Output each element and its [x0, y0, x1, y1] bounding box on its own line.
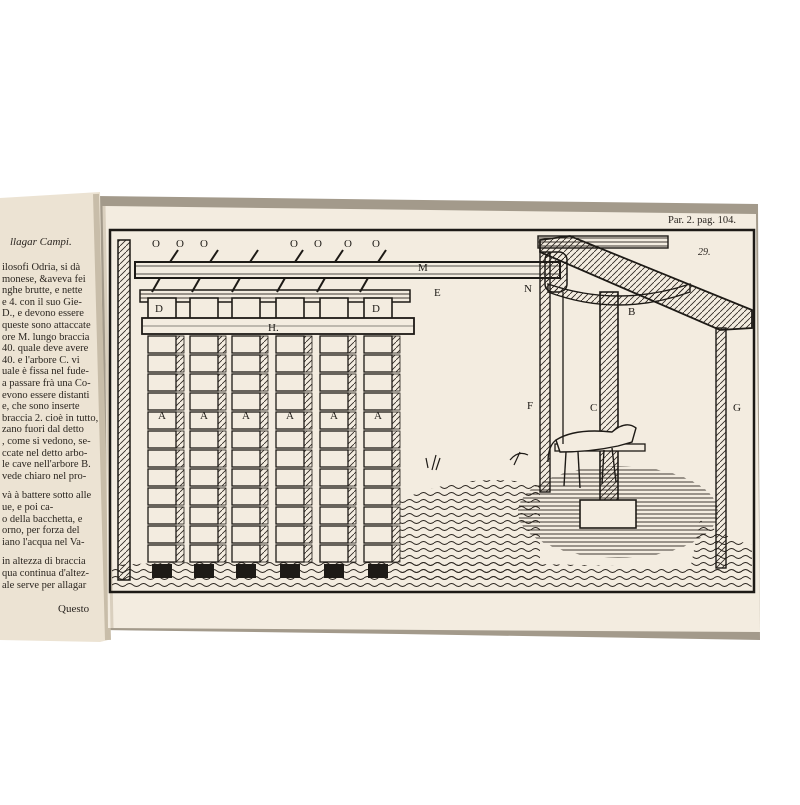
pump-block — [364, 393, 392, 410]
pump-block — [190, 450, 218, 467]
pump-block — [364, 431, 392, 448]
pump-block-shadow — [176, 488, 184, 505]
left-text-line: ccate nel detto arbo- — [2, 447, 88, 459]
pump-block — [190, 545, 218, 562]
pump-block — [232, 545, 260, 562]
pump-block — [276, 393, 304, 410]
pump-block — [364, 450, 392, 467]
pump-block-shadow — [176, 507, 184, 524]
left-text-line: evono essere distanti — [2, 389, 90, 401]
pump-block — [276, 507, 304, 524]
label-B: B — [628, 306, 636, 318]
pump-block-shadow — [304, 431, 312, 448]
left-text-line: qua continua d'altez- — [2, 568, 90, 579]
pump-block-shadow — [176, 431, 184, 448]
pump-block — [320, 507, 348, 524]
pump-block — [364, 488, 392, 505]
pump-block-shadow — [176, 393, 184, 410]
pump-block-shadow — [260, 393, 268, 410]
left-text-line: ilosofi Odria, si dà — [2, 262, 81, 273]
pump-block — [190, 469, 218, 486]
pump-block-shadow — [260, 507, 268, 524]
pump-block-shadow — [348, 431, 356, 448]
pump-block-shadow — [260, 526, 268, 543]
pump-block-shadow — [218, 507, 226, 524]
running-head-left: llagar Campi. — [10, 236, 72, 248]
left-text-line: a passare frà una Co- — [2, 378, 91, 389]
pump-block-shadow — [304, 526, 312, 543]
pump-block-shadow — [260, 412, 268, 429]
pump-block-shadow — [348, 393, 356, 410]
pump-block-shadow — [260, 488, 268, 505]
pump-block-shadow — [392, 336, 400, 353]
left-text-line: e, che sono inserte — [2, 401, 80, 413]
pump-block — [364, 507, 392, 524]
pump-block-shadow — [304, 393, 312, 410]
label-C: C — [590, 402, 598, 414]
pump-block-shadow — [176, 355, 184, 372]
left-text-line: ore M. lungo braccia — [2, 331, 90, 343]
pump-block-shadow — [348, 526, 356, 543]
pump-block — [320, 526, 348, 543]
label-H: H. — [268, 322, 279, 334]
pump-block — [148, 393, 176, 410]
pump-block-shadow — [392, 488, 400, 505]
left-text-line: và à battere sotto alle — [2, 490, 92, 502]
pump-block — [276, 526, 304, 543]
pump-block-shadow — [348, 336, 356, 353]
pump-block — [276, 431, 304, 448]
pump-block-shadow — [392, 507, 400, 524]
pump-block — [276, 545, 304, 562]
pump-block-shadow — [176, 412, 184, 429]
label-D-right: D — [372, 303, 380, 315]
pump-block — [320, 336, 348, 353]
left-text-line: zano fuori dal detto — [2, 424, 84, 436]
pump-block-shadow — [348, 488, 356, 505]
pump-block-shadow — [348, 469, 356, 486]
pump-block-shadow — [348, 374, 356, 391]
pump-block — [320, 545, 348, 562]
left-text-line: 40. e l'arbore C. vi — [2, 354, 80, 366]
left-text-line: nghe brutte, e nette — [2, 285, 83, 297]
pump-block-shadow — [218, 526, 226, 543]
pump-foot — [194, 564, 214, 578]
label-M: M — [418, 262, 428, 274]
pump-block-shadow — [304, 488, 312, 505]
pump-foot — [280, 564, 300, 578]
pump-block — [276, 355, 304, 372]
label-A: A — [330, 410, 338, 422]
pump-foot — [236, 564, 256, 578]
pump-block-shadow — [218, 488, 226, 505]
pump-block — [364, 526, 392, 543]
pump-block — [190, 336, 218, 353]
pump-block — [320, 488, 348, 505]
pump-block-shadow — [304, 469, 312, 486]
pump-block-shadow — [392, 374, 400, 391]
pump-block-shadow — [176, 374, 184, 391]
pump-block-shadow — [304, 412, 312, 429]
pump-block-shadow — [304, 336, 312, 353]
left-text-line: uale è fissa nel fude- — [2, 366, 89, 378]
left-text-line: , come si vedono, se- — [2, 436, 91, 447]
label-N: N — [524, 283, 532, 295]
left-text-line: ue, e poi ca- — [2, 502, 54, 513]
left-text-line: ale serve per allagar — [2, 579, 87, 591]
pump-block-shadow — [348, 412, 356, 429]
pump-block-shadow — [392, 393, 400, 410]
label-O: O — [372, 238, 380, 250]
pump-block — [364, 374, 392, 391]
pump-block-shadow — [218, 336, 226, 353]
left-text-line: le cave nell'arbore B. — [2, 459, 91, 471]
label-G: G — [733, 402, 741, 414]
pump-block-shadow — [392, 469, 400, 486]
axle-base — [580, 500, 636, 528]
pump-block-shadow — [218, 431, 226, 448]
label-O: O — [200, 238, 208, 250]
label-O: O — [314, 238, 322, 250]
pump-block-shadow — [176, 469, 184, 486]
pump-block — [190, 393, 218, 410]
pump-block-shadow — [218, 374, 226, 391]
pump-block-shadow — [348, 545, 356, 562]
pump-block — [320, 469, 348, 486]
pump-block — [190, 488, 218, 505]
left-text-line: 40. quale deve avere — [2, 343, 89, 355]
running-head-right: Par. 2. pag. 104. — [668, 215, 736, 226]
pump-block-shadow — [304, 355, 312, 372]
left-text-line: braccia 2. cioè in tutto, — [2, 412, 99, 424]
pump-block-shadow — [218, 450, 226, 467]
pump-block-shadow — [348, 355, 356, 372]
pump-block — [232, 526, 260, 543]
left-text-line: monese, &aveva fei — [2, 273, 86, 285]
pump-block — [190, 374, 218, 391]
pump-block — [320, 450, 348, 467]
pump-block — [232, 393, 260, 410]
pump-block — [364, 336, 392, 353]
pump-block — [148, 336, 176, 353]
left-text-line: o della bacchetta, e — [2, 513, 83, 525]
pump-block-shadow — [348, 450, 356, 467]
pump-block — [148, 374, 176, 391]
left-post — [118, 240, 130, 580]
pump-block-shadow — [260, 431, 268, 448]
pump-block-shadow — [304, 507, 312, 524]
pump-block — [232, 469, 260, 486]
label-A: A — [286, 410, 294, 422]
pump-block — [232, 450, 260, 467]
pump-block — [276, 469, 304, 486]
pump-block-shadow — [260, 450, 268, 467]
pump-block-shadow — [392, 450, 400, 467]
pump-block — [364, 355, 392, 372]
label-A: A — [158, 410, 166, 422]
pump-foot — [368, 564, 388, 578]
pump-block — [320, 431, 348, 448]
pump-block — [320, 355, 348, 372]
pump-foot — [152, 564, 172, 578]
pump-block-shadow — [260, 374, 268, 391]
left-text-line: vede chiaro nel pro- — [2, 470, 87, 482]
label-F: F — [527, 400, 534, 412]
left-text-line: iano l'acqua nel Va- — [2, 536, 85, 548]
pump-block — [148, 355, 176, 372]
pump-block-shadow — [260, 545, 268, 562]
pump-block — [276, 450, 304, 467]
catchword: Questo — [58, 603, 90, 615]
pump-block — [232, 374, 260, 391]
pump-block-shadow — [260, 336, 268, 353]
pump-block-shadow — [218, 412, 226, 429]
label-D-left: D — [155, 303, 163, 315]
pump-block — [148, 488, 176, 505]
pump-foot — [324, 564, 344, 578]
pump-block-shadow — [392, 412, 400, 429]
pump-block — [320, 374, 348, 391]
pump-block — [232, 355, 260, 372]
pump-block — [364, 469, 392, 486]
pump-block — [148, 431, 176, 448]
pump-block-shadow — [176, 526, 184, 543]
plate-number: 29. — [698, 247, 711, 258]
pump-block-shadow — [218, 355, 226, 372]
pump-block-shadow — [260, 355, 268, 372]
left-text-line: orno, per forza del — [2, 525, 80, 537]
pump-block-shadow — [218, 393, 226, 410]
pump-block-shadow — [392, 526, 400, 543]
pump-block — [232, 507, 260, 524]
pump-block — [276, 374, 304, 391]
pump-block-shadow — [176, 336, 184, 353]
pump-block — [190, 526, 218, 543]
pump-block — [190, 431, 218, 448]
shaft-M — [135, 262, 560, 278]
pump-block-shadow — [392, 545, 400, 562]
pump-block — [148, 469, 176, 486]
pump-block — [232, 488, 260, 505]
label-A: A — [200, 410, 208, 422]
pump-block — [148, 545, 176, 562]
pump-block-shadow — [176, 450, 184, 467]
pump-block — [190, 355, 218, 372]
label-O: O — [290, 238, 298, 250]
label-A: A — [242, 410, 250, 422]
label-A: A — [374, 410, 382, 422]
pump-block — [232, 431, 260, 448]
pump-block — [232, 336, 260, 353]
label-E: E — [434, 287, 441, 299]
left-text-line: e 4. con il suo Gie- — [2, 296, 82, 308]
pump-block-shadow — [218, 469, 226, 486]
pump-block — [148, 507, 176, 524]
pump-block-shadow — [260, 469, 268, 486]
left-text-line: queste sono attaccate — [2, 320, 91, 331]
pump-block — [276, 336, 304, 353]
label-O: O — [176, 238, 184, 250]
pump-block — [320, 393, 348, 410]
pump-block — [190, 507, 218, 524]
pump-block-shadow — [392, 431, 400, 448]
pump-block — [276, 488, 304, 505]
label-O: O — [152, 238, 160, 250]
pump-block — [148, 450, 176, 467]
left-text-line: in altezza di braccia — [2, 556, 86, 568]
pump-block-shadow — [304, 545, 312, 562]
label-O: O — [344, 238, 352, 250]
pump-block-shadow — [176, 545, 184, 562]
pump-block-shadow — [348, 507, 356, 524]
pump-block — [364, 545, 392, 562]
pump-block — [148, 526, 176, 543]
post-G — [716, 328, 726, 568]
pump-block-shadow — [392, 355, 400, 372]
pump-block-shadow — [304, 374, 312, 391]
pump-block-shadow — [304, 450, 312, 467]
left-text-line: D., e devono essere — [2, 308, 84, 320]
pump-block-shadow — [218, 545, 226, 562]
